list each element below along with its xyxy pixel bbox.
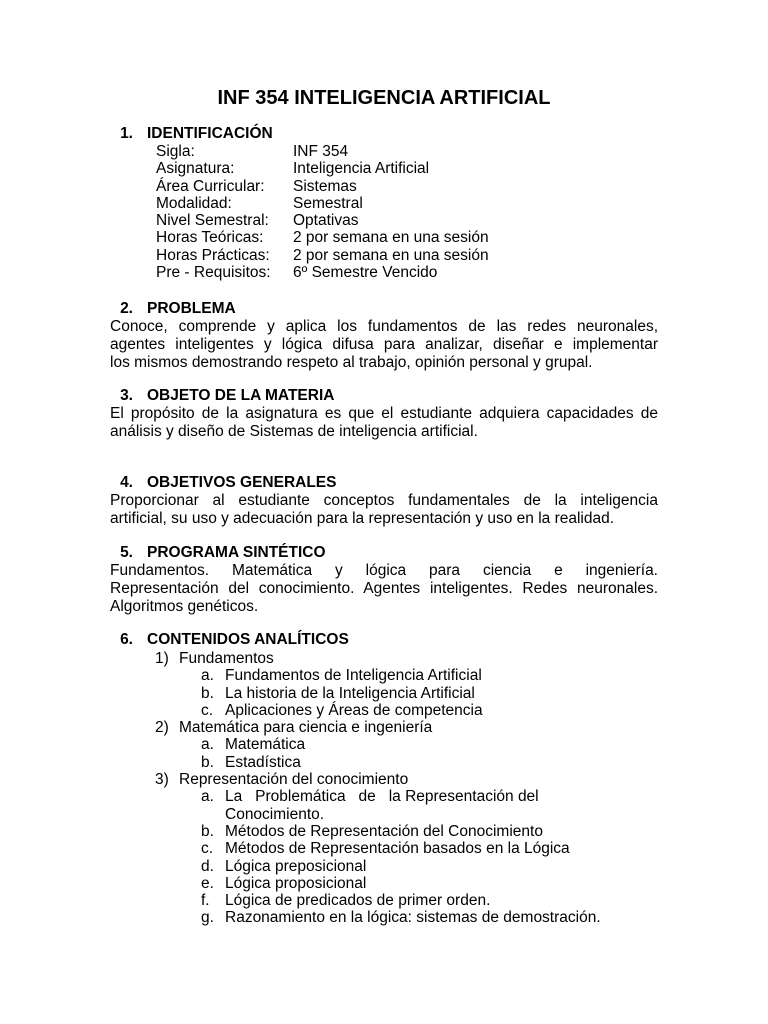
paragraph-line: los mismos demostrando respeto al trabajo, opinión personal y grupal. <box>110 353 593 371</box>
contenidos-list <box>155 650 601 927</box>
subtopic-item <box>155 667 601 684</box>
subtopic-label: Fundamentos de Inteligencia Artificial <box>225 667 482 685</box>
list-marker: c. <box>201 701 214 719</box>
section-heading-objeto <box>110 387 334 405</box>
paragraph-line: Conoce, comprende y aplica los fundamentos de las redes neuronales, <box>110 318 658 335</box>
subtopic-item <box>155 823 601 840</box>
section-number: 4. <box>120 474 133 491</box>
objeto-paragraph <box>110 405 658 441</box>
subtopic-label: Lógica preposicional <box>225 857 367 875</box>
field-key: Horas Teóricas: <box>156 229 264 247</box>
field-value: 2 por semana en una sesión <box>293 229 489 247</box>
field-key: Asignatura: <box>156 160 235 178</box>
field-key: Modalidad: <box>156 194 232 212</box>
section-number: 6. <box>120 631 133 648</box>
identificacion-row <box>156 143 606 160</box>
list-marker: f. <box>201 892 210 910</box>
field-key: Horas Prácticas: <box>156 246 270 264</box>
section-heading-programa <box>110 544 326 562</box>
list-marker: a. <box>201 788 214 806</box>
subtopic-item <box>155 875 601 892</box>
subtopic-label: Matemática <box>225 736 306 754</box>
problema-paragraph <box>110 318 658 371</box>
identificacion-row <box>156 160 606 177</box>
subtopic-label: La historia de la Inteligencia Artificial <box>225 684 475 702</box>
list-marker: e. <box>201 874 214 892</box>
section-heading-contenidos <box>110 631 349 649</box>
field-value: 6º Semestre Vencido <box>293 264 438 282</box>
unit-item <box>155 771 601 788</box>
identificacion-table <box>156 143 606 281</box>
field-value: Sistemas <box>293 177 357 195</box>
paragraph-line: agentes inteligentes y lógica difusa para analizar, diseñar e implementar <box>110 335 658 353</box>
unit-label: Representación del conocimiento <box>179 771 409 789</box>
paragraph-line: Algoritmos genéticos. <box>110 597 259 615</box>
field-key: Pre - Requisitos: <box>156 264 271 282</box>
subtopic-label: La Problemática de la Representación del <box>225 788 539 806</box>
subtopic-label: Razonamiento en la lógica: sistemas de demostración. <box>225 909 601 927</box>
paragraph-line: El propósito de la asignatura es que el estudiante adquiera capacidades de <box>110 405 658 422</box>
unit-item <box>155 719 601 736</box>
identificacion-row <box>156 247 606 264</box>
subtopic-item <box>155 788 601 805</box>
list-marker: d. <box>201 857 214 875</box>
section-number: 5. <box>120 544 133 561</box>
section-number: 3. <box>120 387 133 404</box>
section-title: PROGRAMA SINTÉTICO <box>147 544 326 561</box>
section-heading-problema <box>110 300 236 318</box>
subtopic-item <box>155 909 601 926</box>
list-marker: 1) <box>155 650 169 667</box>
subtopic-label: Métodos de Representación del Conocimiento <box>225 822 543 840</box>
identificacion-row <box>156 178 606 195</box>
subtopic-item <box>155 685 601 702</box>
section-title: OBJETIVOS GENERALES <box>147 474 337 491</box>
field-value: Optativas <box>293 212 359 230</box>
subtopic-label: Lógica de predicados de primer orden. <box>225 892 491 910</box>
field-value: 2 por semana en una sesión <box>293 246 489 264</box>
programa-paragraph <box>110 562 658 615</box>
list-marker: 2) <box>155 719 169 737</box>
subtopic-item <box>155 858 601 875</box>
subtopic-continuation <box>155 806 601 823</box>
list-marker: 3) <box>155 771 169 789</box>
paragraph-line: artificial, su uso y adecuación para la representación y uso en la realidad. <box>110 509 615 527</box>
unit-label: Matemática para ciencia e ingeniería <box>179 719 433 737</box>
field-value: Inteligencia Artificial <box>293 160 430 178</box>
list-marker: a. <box>201 667 214 685</box>
subtopic-label: Aplicaciones y Áreas de competencia <box>225 701 483 719</box>
document-title: INF 354 INTELIGENCIA ARTIFICIAL <box>217 87 551 109</box>
list-marker: g. <box>201 909 214 927</box>
section-title: CONTENIDOS ANALÍTICOS <box>147 631 349 648</box>
identificacion-row <box>156 212 606 229</box>
subtopic-item <box>155 754 601 771</box>
field-value: INF 354 <box>293 143 349 160</box>
identificacion-row <box>156 195 606 212</box>
subtopic-label: Lógica proposicional <box>225 874 367 892</box>
section-heading-identificacion <box>110 125 273 143</box>
section-heading-objetivos <box>110 474 336 492</box>
subtopic-item <box>155 892 601 909</box>
subtopic-item <box>155 840 601 857</box>
section-title: IDENTIFICACIÓN <box>147 125 273 142</box>
unit-label: Fundamentos <box>179 650 274 667</box>
paragraph-line: Proporcionar al estudiante conceptos fundamentales de la inteligencia <box>110 492 658 509</box>
paragraph-line: análisis y diseño de Sistemas de inteligencia artificial. <box>110 422 478 440</box>
field-key: Sigla: <box>156 143 195 160</box>
list-marker: a. <box>201 736 214 754</box>
list-marker: b. <box>201 753 214 771</box>
subtopic-item <box>155 702 601 719</box>
paragraph-line: Fundamentos. Matemática y lógica para ciencia e ingeniería. <box>110 562 658 579</box>
list-marker: c. <box>201 840 214 858</box>
subtopic-label: Métodos de Representación basados en la Lógica <box>225 840 570 858</box>
section-number: 2. <box>120 300 133 317</box>
unit-item <box>155 650 601 667</box>
objetivos-paragraph <box>110 492 658 528</box>
section-title: OBJETO DE LA MATERIA <box>147 387 335 404</box>
subtopic-label: Estadística <box>225 753 301 771</box>
list-marker: b. <box>201 822 214 840</box>
identificacion-row <box>156 264 606 281</box>
subtopic-label-continuation: Conocimiento. <box>225 805 325 823</box>
field-key: Área Curricular: <box>156 177 265 195</box>
subtopic-item <box>155 736 601 753</box>
field-value: Semestral <box>293 194 363 212</box>
identificacion-row <box>156 229 606 246</box>
field-key: Nivel Semestral: <box>156 212 269 230</box>
section-title: PROBLEMA <box>147 300 236 317</box>
paragraph-line: Representación del conocimiento. Agentes inteligentes. Redes neuronales. <box>110 579 658 597</box>
section-number: 1. <box>120 125 133 142</box>
list-marker: b. <box>201 684 214 702</box>
